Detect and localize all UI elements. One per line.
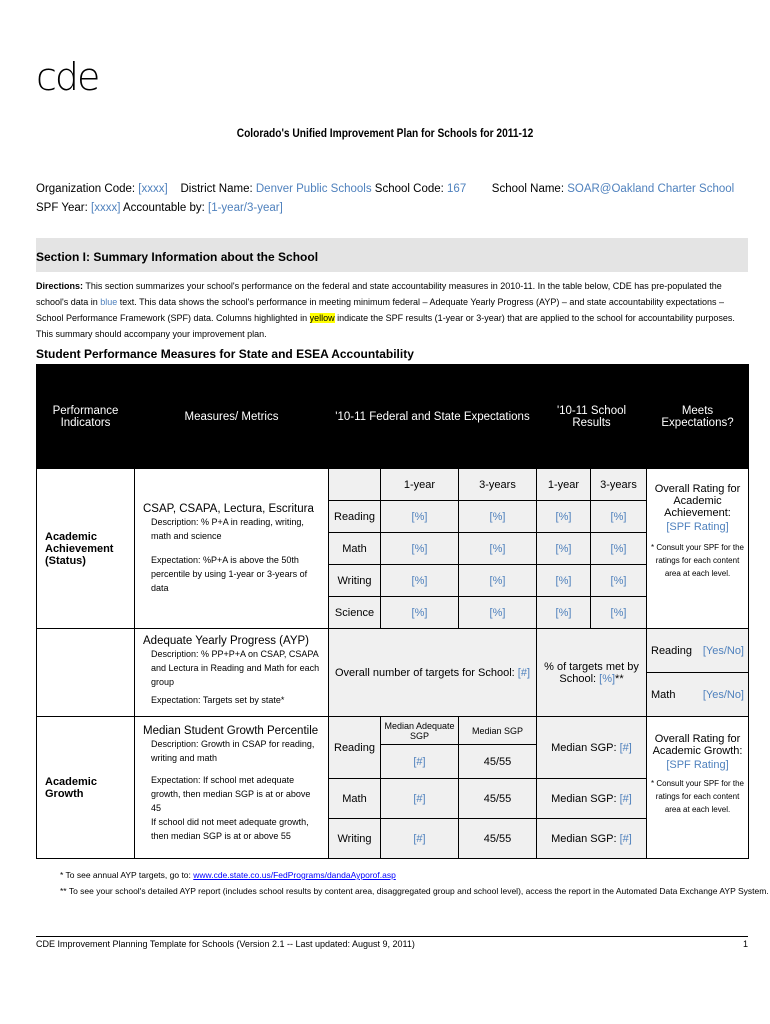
header-measures: Measures/ Metrics <box>135 365 329 469</box>
ayp-indicator-cell <box>37 629 135 717</box>
ayp-measure <box>135 629 329 717</box>
result-value: [#] <box>619 792 632 805</box>
directions-yellow: yellow <box>309 313 335 323</box>
directions <box>36 278 748 342</box>
ayp-math-cell <box>647 673 749 717</box>
result-value: [#] <box>619 832 632 845</box>
math-res-1: [%] <box>537 533 591 565</box>
growth-expectation-1: Expectation: If school met adequate growth, then median SGP is at or above 45 <box>151 775 311 813</box>
growth-reading-median: 45/55 <box>459 745 537 779</box>
achievement-consult: * Consult your SPF for the ratings for each content area at each level. <box>651 543 744 578</box>
growth-expectation-2: If school did not meet adequate growth, then median SGP is at or above 55 <box>151 817 309 841</box>
subject-math: Math <box>329 533 381 565</box>
ayp-math-label: Math <box>651 688 676 701</box>
growth-reading-result <box>537 717 647 779</box>
ayp-reading-value: [Yes/No] <box>702 644 744 657</box>
ayp-met-value: [%] <box>599 672 616 685</box>
directions-text-2: text. This data shows the school's performance in meeting minimum federal – Adequate Yearly Progress (AYP) – and state accountability expectations – School Performance Framework (SPF) data. Columns highlighted in <box>36 297 724 323</box>
growth-writing-adequate: [#] <box>381 819 459 859</box>
growth-description: Description: Growth in CSAP for reading, writing and math <box>151 739 315 763</box>
performance-table <box>36 364 749 859</box>
ayp-targets-value: [#] <box>517 666 531 679</box>
blank-cell <box>329 469 381 501</box>
achievement-overall-label: Overall Rating for Academic Achievement: <box>654 483 741 519</box>
growth-math-adequate: [#] <box>381 779 459 819</box>
science-res-1: [%] <box>537 597 591 629</box>
ayp-reading-label: Reading <box>651 644 692 657</box>
growth-measure-title: Median Student Growth Percentile <box>143 725 319 737</box>
result-label: Median SGP: <box>551 832 617 845</box>
achievement-overall <box>647 469 749 629</box>
growth-overall <box>647 717 749 859</box>
science-res-3: [%] <box>591 597 647 629</box>
subheader-3-years: 3-years <box>459 469 537 501</box>
spf-year-label: SPF Year: <box>36 202 88 214</box>
performance-title: Student Performance Measures for State and ESEA Accountability <box>36 347 414 361</box>
cde-logo: cde <box>36 55 99 99</box>
subject-science: Science <box>329 597 381 629</box>
page-footer <box>36 936 748 949</box>
spf-year-value: [xxxx] <box>91 202 121 214</box>
achievement-description: Description: % P+A in reading, writing, math and science <box>151 517 304 541</box>
growth-subject-writing: Writing <box>329 819 381 859</box>
reading-exp-3: [%] <box>459 501 537 533</box>
achievement-measure <box>135 469 329 629</box>
math-res-3: [%] <box>591 533 647 565</box>
directions-blue: blue <box>100 297 118 307</box>
writing-res-1: [%] <box>537 565 591 597</box>
district-value: Denver Public Schools <box>255 183 372 195</box>
footnote-2: ** To see your school's detailed AYP report (includes school results by content area, disaggregated group and school level), access the report in the Automated Data Exchange AYP System. <box>60 886 769 896</box>
ayp-description: Description: % PP+P+A on CSAP, CSAPA and Lectura in Reading and Math for each group <box>151 649 320 687</box>
science-exp-1: [%] <box>381 597 459 629</box>
growth-subject-reading: Reading <box>329 717 381 779</box>
growth-writing-median: 45/55 <box>459 819 537 859</box>
ayp-targets-link[interactable]: www.cde.state.co.us/FedPrograms/dandaAyporof.asp <box>193 870 396 880</box>
result-label: Median SGP: <box>551 741 617 754</box>
subheader-result-3-years: 3-years <box>591 469 647 501</box>
reading-res-3: [%] <box>591 501 647 533</box>
growth-rating: [SPF Rating] <box>666 759 729 771</box>
organization-info <box>36 180 746 218</box>
indicator-academic-achievement: Academic Achievement (Status) <box>37 469 135 629</box>
org-code-label: Organization Code: <box>36 183 136 195</box>
achievement-measure-title: CSAP, CSAPA, Lectura, Escritura <box>143 503 314 515</box>
col-median-sgp: Median SGP <box>459 717 537 745</box>
section-title: Section I: Summary Information about the School <box>36 250 319 264</box>
subheader-1-year: 1-year <box>381 469 459 501</box>
science-exp-3: [%] <box>459 597 537 629</box>
reading-exp-1: [%] <box>381 501 459 533</box>
growth-reading-adequate: [#] <box>381 745 459 779</box>
achievement-rating: [SPF Rating] <box>666 521 729 533</box>
school-name-label: School Name: <box>491 183 565 195</box>
growth-overall-label: Overall Rating for Academic Growth: <box>652 733 743 757</box>
school-code-value: 167 <box>447 183 467 195</box>
growth-consult: * Consult your SPF for the ratings for each content area at each level. <box>651 779 744 814</box>
footnote-1-text: * To see annual AYP targets, go to: <box>60 870 194 880</box>
directions-label: Directions: <box>36 281 84 291</box>
result-label: Median SGP: <box>551 792 617 805</box>
accountable-value: [1-year/3-year] <box>208 202 283 214</box>
org-code-value: [xxxx] <box>138 183 168 195</box>
directions-text-3: indicate the SPF results (1-year or 3-year) that are applied to the school for accountability purposes. This summary should accompany your improvement plan. <box>36 313 735 339</box>
subject-reading: Reading <box>329 501 381 533</box>
ayp-reading-cell <box>647 629 749 673</box>
growth-writing-result <box>537 819 647 859</box>
subheader-result-1-year: 1-year <box>537 469 591 501</box>
footer-version: CDE Improvement Planning Template for Schools (Version 2.1 -- Last updated: August 9, 2011) <box>36 939 415 949</box>
ayp-met-suffix: ** <box>615 672 624 685</box>
school-name-value: SOAR@Oakland Charter School <box>567 183 735 195</box>
col-median-adequate: Median Adequate SGP <box>381 717 459 745</box>
ayp-targets <box>329 629 537 717</box>
ayp-targets-label: Overall number of targets for School: <box>334 666 515 679</box>
directions-text-1: This section summarizes your school's performance on the federal and state accountability measures in 2010-11. In the table below, CDE has pre-populated the school's data in <box>36 281 722 307</box>
writing-exp-3: [%] <box>459 565 537 597</box>
header-indicators: Performance Indicators <box>37 365 135 469</box>
ayp-met-label: % of targets met by School: <box>544 660 639 685</box>
subject-writing: Writing <box>329 565 381 597</box>
accountable-label: Accountable by: <box>122 202 205 214</box>
table-header-row <box>37 365 749 469</box>
math-exp-1: [%] <box>381 533 459 565</box>
ayp-measure-title: Adequate Yearly Progress (AYP) <box>143 635 309 647</box>
growth-subject-math: Math <box>329 779 381 819</box>
page-number: 1 <box>742 939 748 949</box>
ayp-expectation: Expectation: Targets set by state* <box>151 695 285 705</box>
ayp-met <box>537 629 647 717</box>
growth-math-result <box>537 779 647 819</box>
achievement-expectation: Expectation: %P+A is above the 50th percentile by using 1-year or 3-years of data <box>151 555 308 593</box>
result-value: [#] <box>619 741 632 754</box>
writing-res-3: [%] <box>591 565 647 597</box>
header-results: '10-11 School Results <box>537 365 647 469</box>
ayp-math-value: [Yes/No] <box>702 688 744 701</box>
document-title: Colorado's Unified Improvement Plan for Schools for 2011-12 <box>236 126 534 140</box>
district-label: District Name: <box>180 183 253 195</box>
indicator-academic-growth: Academic Growth <box>37 717 135 859</box>
header-expectations: '10-11 Federal and State Expectations <box>329 365 537 469</box>
footnote-1 <box>60 870 396 880</box>
writing-exp-1: [%] <box>381 565 459 597</box>
school-code-label: School Code: <box>374 183 444 195</box>
math-exp-3: [%] <box>459 533 537 565</box>
growth-measure <box>135 717 329 859</box>
growth-math-median: 45/55 <box>459 779 537 819</box>
reading-res-1: [%] <box>537 501 591 533</box>
header-meets: Meets Expectations? <box>647 365 749 469</box>
